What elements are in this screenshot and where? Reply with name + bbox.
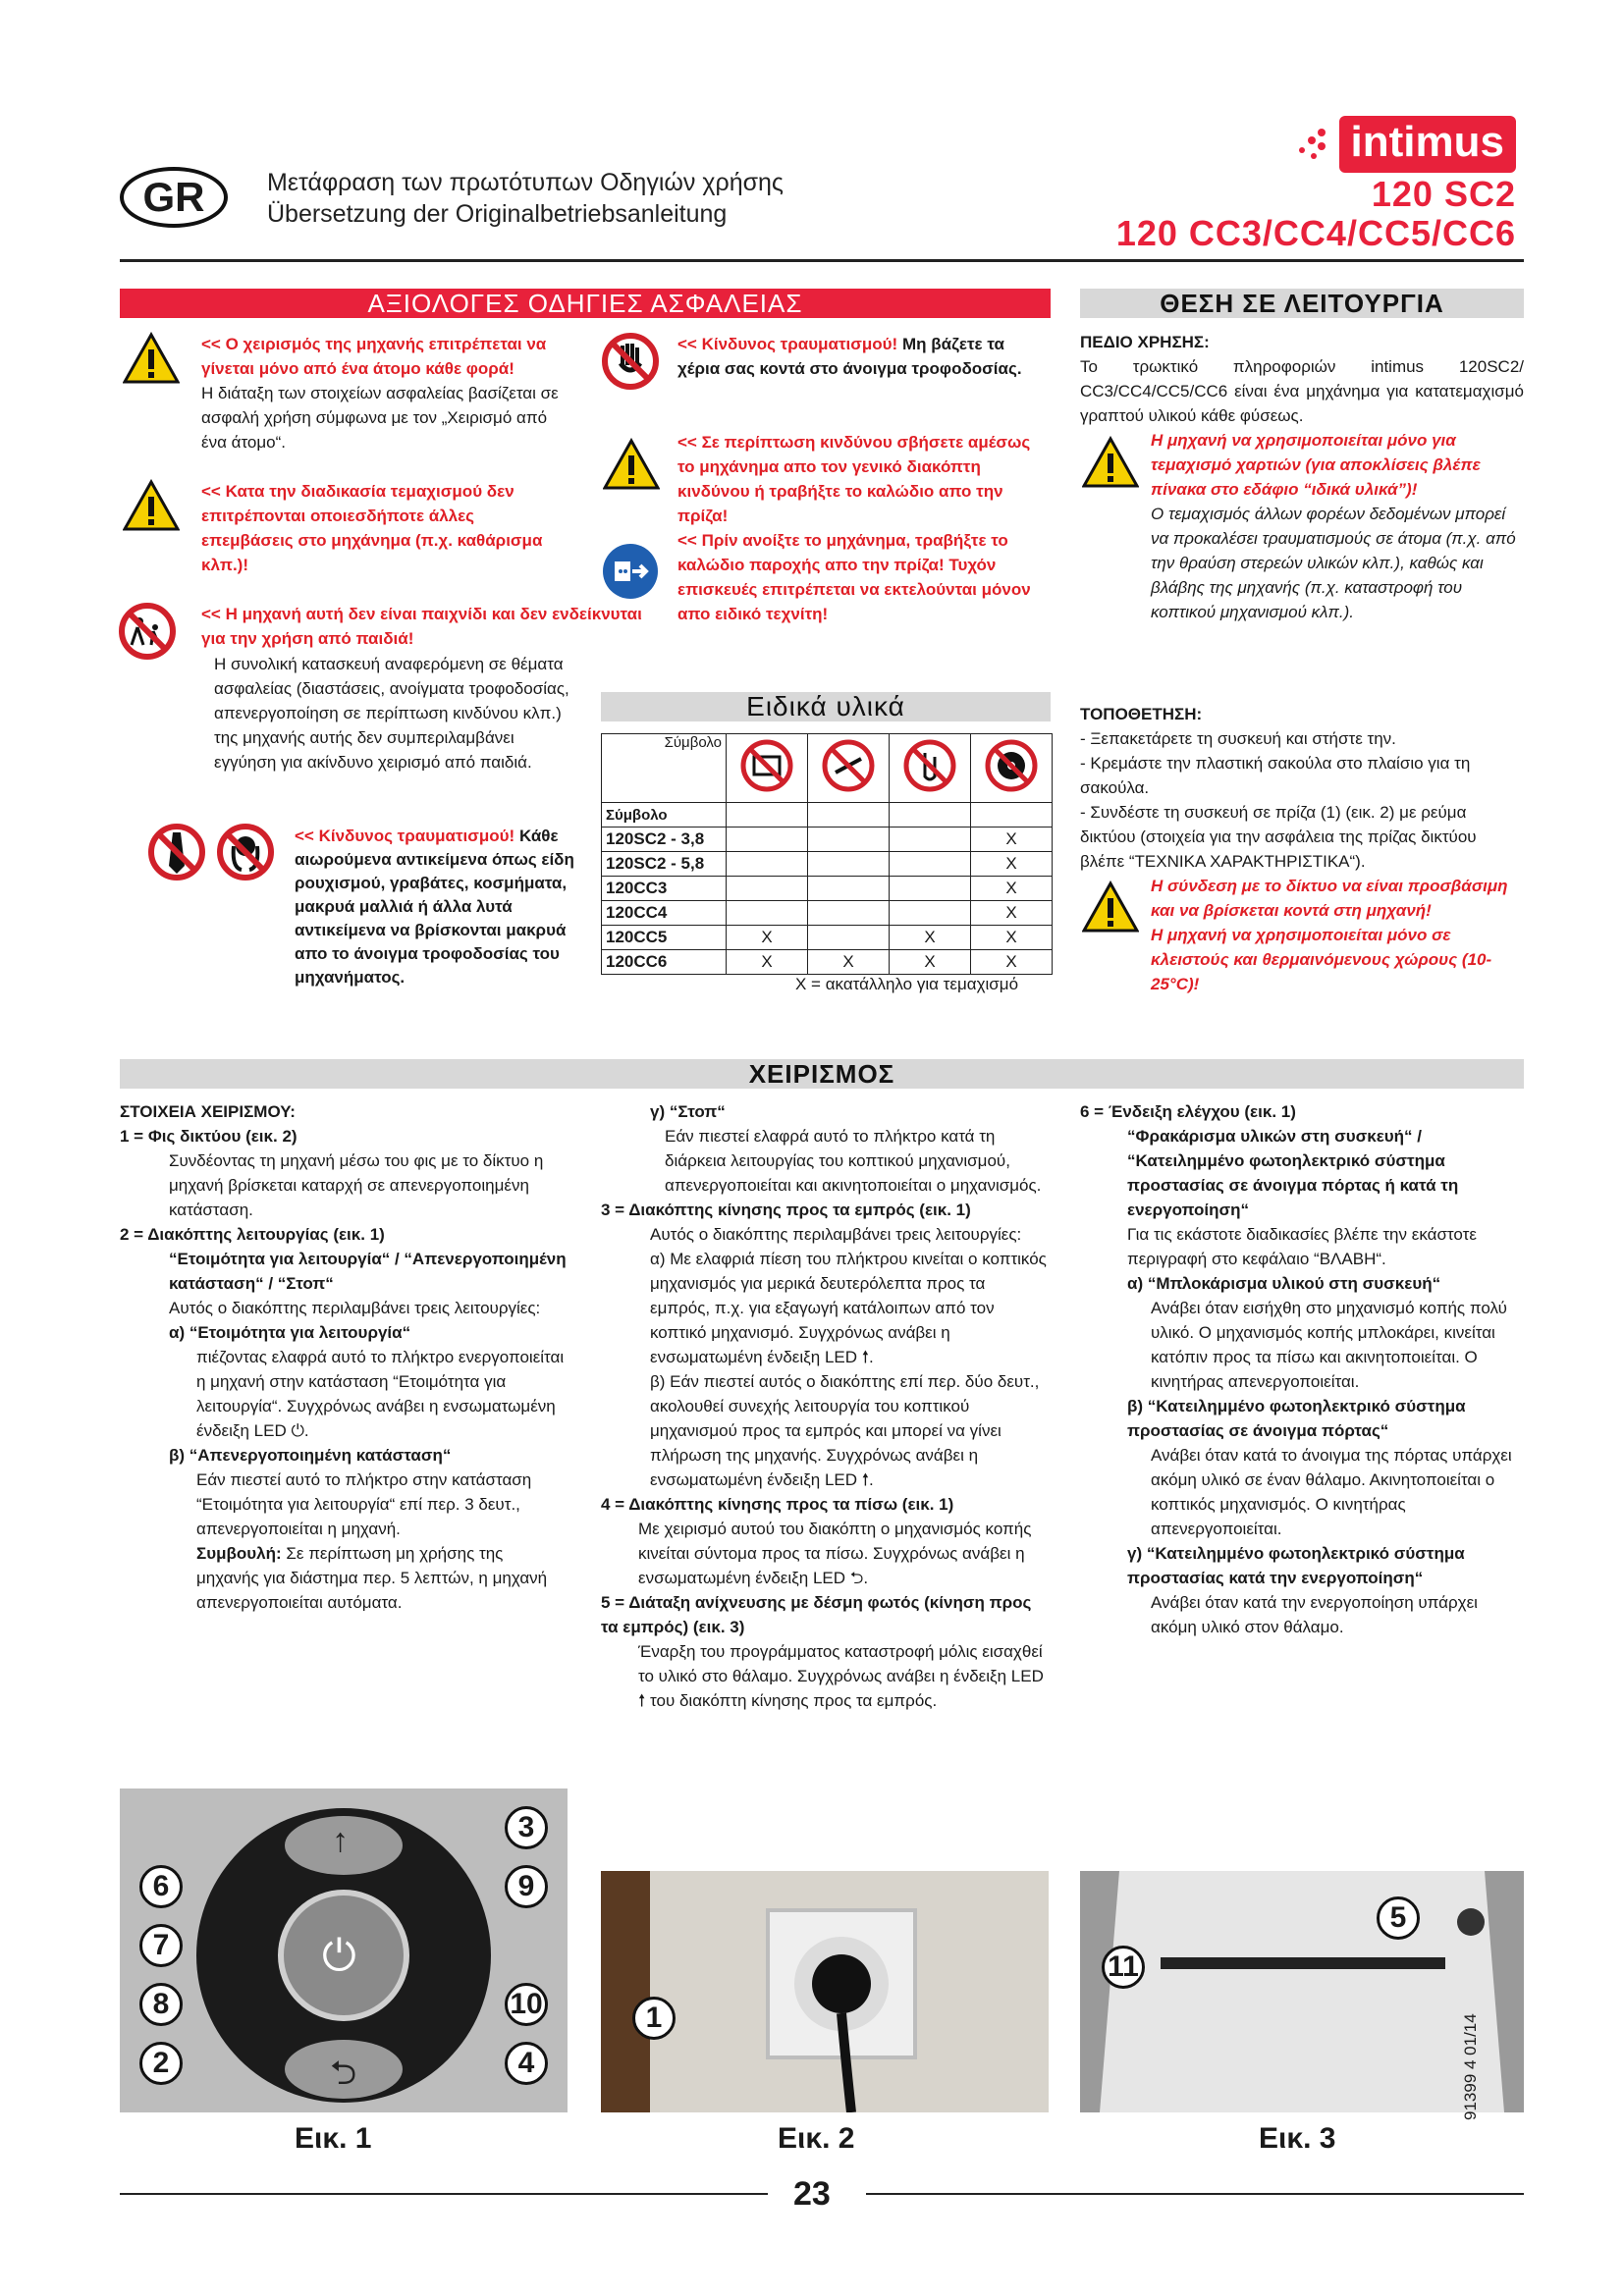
field-of-use-text: Το τρωκτικό πληροφοριών intimus 120SC2/ CC3/CC4/CC5/CC6 είναι ένα μηχάνημα για κατατεμαχισμό γραπτού υλικού κάθε φύσεως. <box>1080 357 1524 425</box>
control-item-text: Αυτός ο διακόπτης περιλαμβάνει τρεις λειτουργίες: <box>650 1225 1022 1244</box>
table-row: 120CC3 X <box>602 877 1053 901</box>
callout-6: 6 <box>139 1865 183 1908</box>
model-2: 120 CC3/CC4/CC5/CC6 <box>1115 213 1516 253</box>
field-of-use-title: ΠΕΔΙΟ ΧΡΗΣΗΣ: <box>1080 333 1210 351</box>
header-titles <box>267 167 784 230</box>
other-media-warning: Ο τεμαχισμός άλλων φορέων δεδομένων μπορεί να προκαλέσει τραυματισμούς σε άτομα (π.χ. από την θραύση στερεών υλικών κλπ.), καθώς και βλάβης της μηχανής (π.χ. καταστροφή του κοπτικού μηχανισμού κλπ.). <box>1151 505 1516 621</box>
installation-step: - Συνδέστε τη συσκευή σε πρίζα (1) (εικ. 2) με ρεύμα δικτύου (στοιχεία για την ασφάλεια της πρίζας δικτύου βλέπε “ΤΕΧΝΙΚΑ ΧΑΡΑΚΤΗΡΙΣΤΙΚΑ“). <box>1080 803 1477 871</box>
forward-arrow-icon: ↑ <box>332 1822 349 1859</box>
control-item-text: Έναρξη του προγράμματος καταστροφή μόλις εισαχθεί το υλικό στο θάλαμο. Συγχρόνως ανάβει η ένδειξη LED 🠕 του διακόπτη κίνησης προς τα εμπρός. <box>638 1642 1044 1710</box>
materials-title: Ειδικά υλικά <box>601 692 1051 721</box>
table-row: 120CC6 X X X X <box>602 950 1053 975</box>
dots-logo-icon <box>1292 125 1331 164</box>
header-line-1: Μετάφραση των πρωτότυπων Οδηγιών χρήσης <box>267 169 784 196</box>
control-sub-item: β) “Απενεργοποιημένη κατάσταση“ <box>169 1446 452 1465</box>
symbol-cd-disc-icon <box>971 734 1053 803</box>
callout-5: 5 <box>1377 1896 1420 1940</box>
warning-text-red: << Η μηχανή αυτή δεν είναι παιχνίδι και δεν ενδείκνυται για την χρήση από παιδιά! <box>201 605 642 648</box>
page-number: 23 <box>793 2175 831 2213</box>
warning-hands <box>677 332 1051 381</box>
warning-text: Μη βάζετε τα χέρια σας κοντά στο άνοιγμα τροφοδοσίας. <box>677 335 1022 378</box>
brand-logo <box>1292 116 1516 173</box>
indoor-use-warning: Η μηχανή να χρησιμοποιείται μόνο σε κλειστούς και θερμαινόμενους χώρους (10-25°C)! <box>1151 926 1492 993</box>
figure-2-mains-plug <box>601 1871 1049 2112</box>
warning-no-intervention <box>201 479 567 577</box>
warning-icon <box>1082 436 1139 489</box>
control-item: 4 = Διακόπτης κίνησης προς τα πίσω (εικ. 1) <box>601 1495 954 1514</box>
callout-11: 11 <box>1102 1946 1145 1989</box>
no-tie-icon <box>147 823 206 881</box>
control-sub-item: α) “Μπλοκάρισμα υλικού στη συσκευή“ <box>1127 1274 1441 1293</box>
tip-text: Σε περίπτωση μη χρήσης της μηχανής για διάστημα περ. 5 λεπτών, η μηχανή απενεργοποιείται αυτόματα. <box>196 1544 548 1612</box>
warning-not-a-toy-detail <box>214 652 579 774</box>
warning-icon <box>1082 881 1139 934</box>
warning-icon <box>123 479 180 532</box>
control-item-modes: “Ετοιμότητα για λειτουργία“ / “Απενεργοποιημένη κατάσταση“ / “Στοπ“ <box>169 1250 567 1293</box>
unplug-icon <box>601 542 660 601</box>
header-rule <box>120 259 1524 262</box>
header-line-2: Übersetzung der Originalbetriebsanleitung <box>267 200 728 228</box>
installation-title: ΤΟΠΟΘΕΤΗΣΗ: <box>1080 705 1203 723</box>
brand-name: intimus <box>1339 116 1516 173</box>
callout-4: 4 <box>505 2042 548 2085</box>
operation-column-2 <box>601 1099 1049 1713</box>
control-item-text: Με χειρισμό αυτού του διακόπτη ο μηχανισμός κοπής κινείται σύντομα προς τα πίσω. Συγχρόνως ανάβει η ενσωματωμένη ένδειξη LED ⮌. <box>638 1520 1032 1587</box>
no-long-hair-icon <box>216 823 275 881</box>
control-sub-item: α) “Ετοιμότητα για λειτουργία“ <box>169 1323 411 1342</box>
table-row: 120CC5 X X X <box>602 926 1053 950</box>
control-item-text: Συνδέοντας τη μηχανή μέσω του φις με το δίκτυο η μηχανή βρίσκεται καταρχή σε απενεργοποιημένη κατάσταση. <box>169 1151 544 1219</box>
figure-3-caption: Εικ. 3 <box>1259 2122 1336 2155</box>
table-row: 120SC2 - 5,8 X <box>602 852 1053 877</box>
warning-icon <box>603 438 660 491</box>
control-sub-item: γ) “Στοπ“ <box>650 1102 726 1121</box>
control-sub-text: Εάν πιεστεί ελαφρά αυτό το πλήκτρο κατά τη διάρκεια λειτουργίας του κοπτικού μηχανισμού, απενεργοποιείται και ακινητοποιείται ο μηχανισμός. <box>665 1127 1042 1195</box>
warning-text-red: << Κίνδυνος τραυματισμού! <box>677 335 898 353</box>
warning-icon <box>123 332 180 385</box>
warning-text-red: << Πρίν ανοίξτε το μηχάνημα, τραβήξτε το καλώδιο παροχής απο την πρίζα! Τυχόν επισκευές επιτρέπεται να εκτελούνται μόνον απο ειδικό τεχνίτη! <box>677 531 1031 623</box>
no-children-icon <box>118 602 177 661</box>
figure-1-caption: Εικ. 1 <box>295 2122 372 2155</box>
controls-title: ΣΤΟΙΧΕΙΑ ΧΕΙΡΙΣΜΟΥ: <box>120 1102 296 1121</box>
figure-2-caption: Εικ. 2 <box>778 2122 855 2155</box>
warning-emergency-off <box>677 430 1051 528</box>
callout-10: 10 <box>505 1983 548 2026</box>
figure-1-control-panel <box>120 1789 568 2112</box>
document-code: 91399 4 01/14 <box>1461 2013 1480 2120</box>
no-hands-icon <box>601 332 660 391</box>
warning-text-red: << Σε περίπτωση κινδύνου σβήσετε αμέσως το μηχάνημα απο τον γενικό διακόπτη κινδύνου ή τραβήξτε το καλώδιο απο την πρίζα! <box>677 433 1031 525</box>
control-sub-item: β) “Κατειλημμένο φωτοηλεκτρικό σύστημα προστασίας σε άνοιγμα πόρτας“ <box>1127 1397 1466 1440</box>
warning-text-red: << Ο χειρισμός της μηχανής επιτρέπεται να γίνεται μόνο από ένα άτομο κάθε φορά! <box>201 335 547 378</box>
warning-text: Κάθε αιωρούμενα αντικείμενα όπως είδη ρουχισμού, γραβάτες, κοσμήματα, μακρυά μαλλιά ή άλλα λυτά αντικείμενα να βρίσκονται μακρυά απο το άνοιγμα τροφοδοσίας του μηχανήματος. <box>295 827 574 987</box>
figure-3-feed-slot <box>1080 1871 1524 2112</box>
installation-warning <box>1151 874 1524 996</box>
control-item: 2 = Διακόπτης λειτουργίας (εικ. 1) <box>120 1225 385 1244</box>
table-row: 120SC2 - 3,8 X <box>602 828 1053 852</box>
warning-not-a-toy <box>201 602 645 651</box>
materials-table <box>601 733 1053 975</box>
symbol-paperclip-icon <box>890 734 971 803</box>
commissioning-title: ΘΕΣΗ ΣΕ ΛΕΙΤΟΥΡΓΙΑ <box>1080 289 1524 318</box>
installation-section <box>1080 702 1524 874</box>
callout-9: 9 <box>505 1865 548 1908</box>
installation-step: - Ξεπακετάρετε τη συσκευή και στήστε την. <box>1080 729 1396 748</box>
table-header-label: Σύμβολο <box>602 734 727 803</box>
control-sub-text: β) Εάν πιεστεί αυτός ο διακόπτης επί περ. δύο δευτ., ακολουθεί συνεχής λειτουργία του κοπτικού μηχανισμού προς τα εμπρός και μπορεί να γίνει πλήρωση της μηχανής. Συγχρόνως ανάβει η ενσωματωμένη ένδειξη LED 🠕. <box>650 1372 1040 1489</box>
control-sub-text: Ανάβει όταν κατά το άνοιγμα της πόρτας υπάρχει ακόμη υλικό σε έναν θάλαμο. Ακινητοποιείται ο κοπτικός μηχανισμός. Ο κινητήρας απενεργοποιείται. <box>1151 1446 1512 1538</box>
control-sub-text: Ανάβει όταν εισήχθη στο μηχανισμό κοπής πολύ υλικό. Ο μηχανισμός κοπής μπλοκάρει, κινείται κατόπιν προς τα πίσω και ακινητοποιείται. Ο κινητήρας απενεργοποιείται. <box>1151 1299 1507 1391</box>
control-item: 5 = Διάταξη ανίχνευσης με δέσμη φωτός (κίνηση προς τα εμπρός) (εικ. 3) <box>601 1593 1032 1636</box>
installation-step: - Κρεμάστε την πλαστική σακούλα στο πλαίσιο για τη σακούλα. <box>1080 754 1471 797</box>
warning-unplug-before-open <box>677 528 1051 626</box>
callout-8: 8 <box>139 1983 183 2026</box>
country-code: GR <box>142 174 205 220</box>
control-item: 6 = Ένδειξη ελέγχου (εικ. 1) <box>1080 1102 1296 1121</box>
table-row-label: Σύμβολο <box>602 803 727 828</box>
footer-rule-left <box>120 2193 768 2195</box>
callout-1: 1 <box>632 1997 676 2040</box>
callout-3: 3 <box>505 1806 548 1849</box>
commissioning-warning <box>1151 428 1524 624</box>
warning-loose-items <box>295 825 585 989</box>
table-row: 120CC4 X <box>602 901 1053 926</box>
model-1: 120 SC2 <box>1371 174 1516 214</box>
control-sub-item: γ) “Κατειλημμένο φωτοηλεκτρικό σύστημα προστασίας κατά την ενεργοποίηση“ <box>1127 1544 1465 1587</box>
operation-column-1 <box>120 1099 568 1615</box>
control-item-text: Για τις εκάστοτε διαδικασίες βλέπε την εκάστοτε περιγραφή στο κεφάλαιο “ΒΛΑΒΗ“. <box>1127 1225 1477 1268</box>
control-item: 1 = Φις δικτύου (εικ. 2) <box>120 1127 298 1146</box>
control-sub-text: α) Με ελαφριά πίεση του πλήκτρου κινείται ο κοπτικός μηχανισμός για μερικά δευτερόλεπτα προς τα εμπρός, π.χ. για εξαγωγή κατάλοιπων από τον κοπτικό μηχανισμό. Συγχρόνως ανάβει η ενσωματωμένη ένδειξη LED 🠕. <box>650 1250 1047 1366</box>
control-item-text: Αυτός ο διακόπτης περιλαμβάνει τρεις λειτουργίες: <box>169 1299 541 1317</box>
power-icon: ⏻ <box>322 1932 356 1980</box>
tip-label: Συμβουλή: <box>196 1544 282 1563</box>
safety-title: ΑΞΙΟΛΟΓΕΣ ΟΔΗΓΙΕΣ ΑΣΦΑΛΕΙΑΣ <box>120 289 1051 318</box>
callout-2: 2 <box>139 2042 183 2085</box>
operation-column-3 <box>1080 1099 1524 1639</box>
country-badge <box>120 167 228 228</box>
callout-7: 7 <box>139 1924 183 1967</box>
footer-rule-right <box>866 2193 1524 2195</box>
reverse-arrow-icon: ⮌ <box>330 2055 357 2092</box>
warning-text-red: << Κατα την διαδικασία τεμαχισμού δεν επιτρέπονται οποιεσδήποτε άλλες επεμβάσεις στο μηχάνημα (π.χ. καθάρισμα κλπ.)! <box>201 482 543 574</box>
control-sub-text: πιέζοντας ελαφρά αυτό το πλήκτρο ενεργοποιείται η μηχανή στην κατάσταση “Ετοιμότητα για λειτουργία“. Συγχρόνως ανάβει η ενσωματωμένη ένδειξη LED ⏻. <box>196 1348 565 1440</box>
control-sub-text: Εάν πιεστεί αυτό το πλήκτρο στην κατάσταση “Ετοιμότητα για λειτουργία“ επί περ. 3 δευτ., απενεργοποιείται η μηχανή. <box>196 1470 532 1538</box>
model-list <box>1116 175 1516 253</box>
commissioning-field <box>1080 330 1524 428</box>
warning-single-user <box>201 332 567 454</box>
symbol-cd-icon <box>727 734 808 803</box>
control-item-modes: “Φρακάρισμα υλικών στη συσκευή“ / “Κατειλημμένο φωτοηλεκτρικό σύστημα προστασίας σε άνοιγμα πόρτας ή κατά τη ενεργοποίηση“ <box>1127 1127 1459 1219</box>
control-item: 3 = Διακόπτης κίνησης προς τα εμπρός (εικ. 1) <box>601 1201 971 1219</box>
warning-text: Η διάταξη των στοιχείων ασφαλείας βασίζεται σε ασφαλή χρήση σύμφωνα με τον „Χειρισμό από ένα άτομο“. <box>201 384 559 452</box>
operation-title: ΧΕΙΡΙΣΜΟΣ <box>120 1059 1524 1089</box>
symbol-cutlery-icon <box>808 734 890 803</box>
mains-access-warning: Η σύνδεση με το δίκτυο να είναι προσβάσιμη και να βρίσκεται κοντά στη μηχανή! <box>1151 877 1508 920</box>
paper-only-warning: Η μηχανή να χρησιμοποιείται μόνο για τεμαχισμό χαρτιών (για αποκλίσεις βλέπε πίνακα στο εδάφιο “ιδικά υλικά”)! <box>1151 431 1481 499</box>
materials-legend: X = ακατάλληλο για τεμαχισμό <box>795 975 1019 993</box>
control-sub-text: Ανάβει όταν κατά την ενεργοποίηση υπάρχει ακόμη υλικό στον θάλαμο. <box>1151 1593 1478 1636</box>
warning-text: Η συνολική κατασκευή αναφερόμενη σε θέματα ασφαλείας (διαστάσεις, ανοίγματα τροφοδοσίας, απενεργοποίηση σε περίπτωση κινδύνου κλπ.) της μηχανής αυτής δεν συμπεριλαμβάνει εγγύηση για ακίνδυνο χειρισμό από παιδιά. <box>214 655 569 772</box>
warning-text-red: << Κίνδυνος τραυματισμού! <box>295 827 515 845</box>
